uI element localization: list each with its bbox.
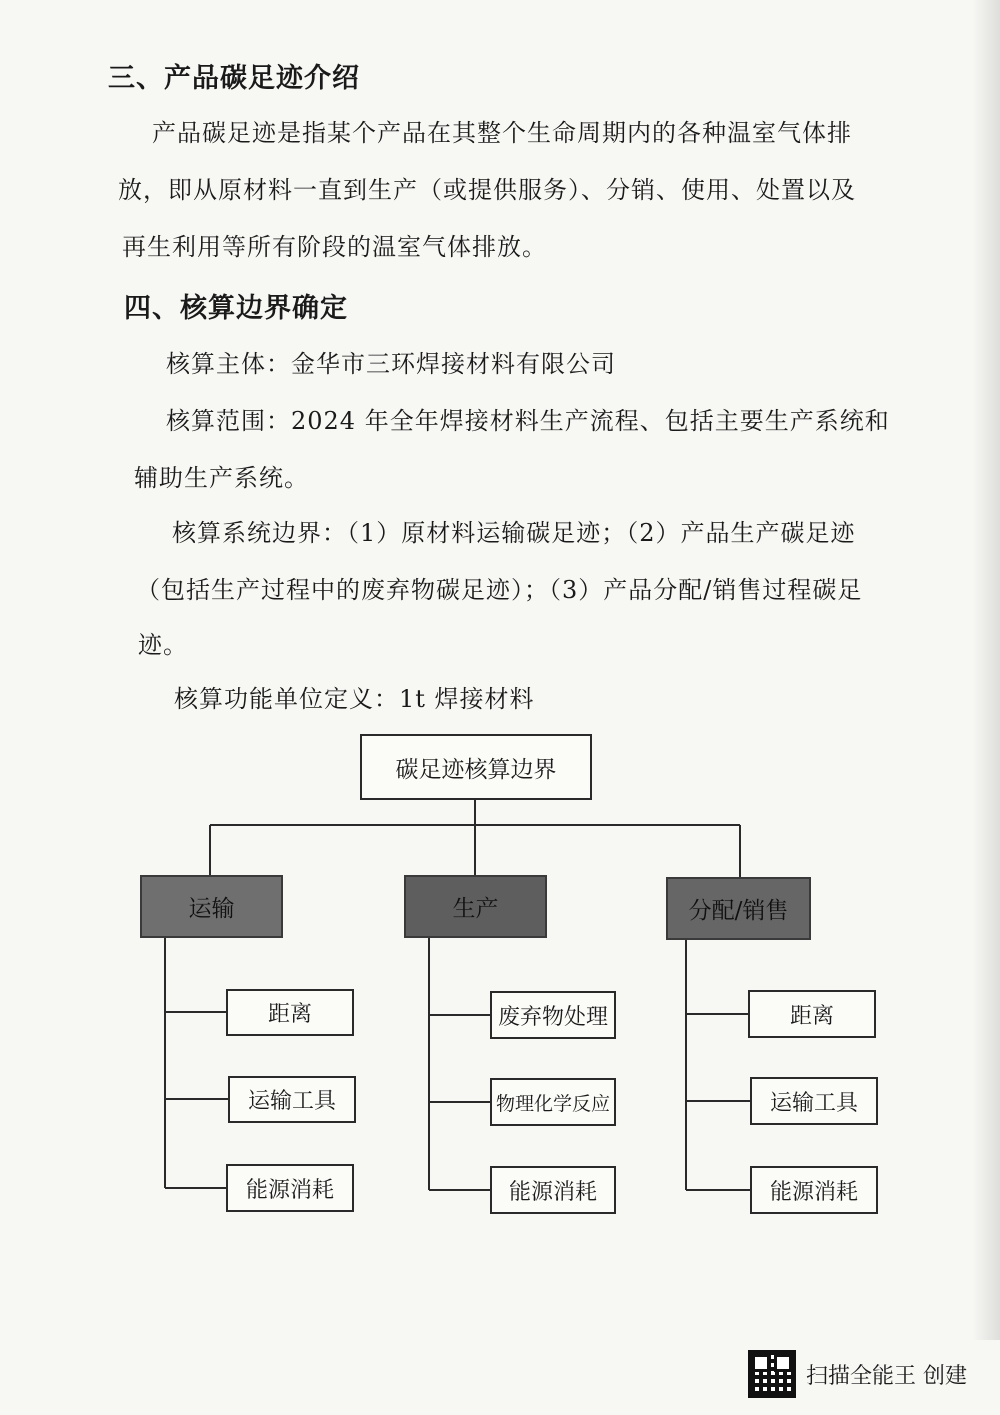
transport-vehicle-box: 运输工具 [228, 1076, 356, 1123]
distribution-vehicle-box: 运输工具 [750, 1077, 878, 1125]
scanner-watermark [748, 1345, 988, 1405]
paragraph-line: 再生利用等所有阶段的温室气体排放。 [122, 233, 547, 261]
paragraph-line: 放，即从原材料一直到生产（或提供服务）、分销、使用、处置以及 [118, 176, 856, 204]
functional-unit-definition: 核算功能单位定义：1t 焊接材料 [174, 685, 535, 713]
section-4-heading: 四、核算边界确定 [124, 293, 348, 324]
scanner-watermark-text: 扫描全能王 创建 [806, 1364, 967, 1389]
accounting-scope-line: 辅助生产系统。 [134, 464, 309, 492]
branch-distribution-box: 分配/销售 [666, 877, 811, 940]
transport-energy-box: 能源消耗 [226, 1164, 354, 1212]
paragraph-line: 产品碳足迹是指某个产品在其整个生命周期内的各种温室气体排 [152, 119, 852, 147]
section-3-heading: 三、产品碳足迹介绍 [108, 63, 360, 94]
distribution-energy-box: 能源消耗 [750, 1166, 878, 1214]
transport-distance-box: 距离 [226, 989, 354, 1036]
system-boundary-line: 核算系统边界：（1）原材料运输碳足迹；（2）产品生产碳足迹 [172, 519, 856, 547]
system-boundary-line: （包括生产过程中的废弃物碳足迹）；（3）产品分配/销售过程碳足 [136, 576, 863, 604]
production-waste-box: 废弃物处理 [490, 991, 616, 1039]
distribution-distance-box: 距离 [748, 990, 876, 1038]
diagram-root-box: 碳足迹核算边界 [360, 734, 592, 800]
production-energy-box: 能源消耗 [490, 1166, 616, 1214]
accounting-entity: 核算主体：金华市三环焊接材料有限公司 [166, 350, 616, 378]
system-boundary-line: 迹。 [138, 631, 188, 659]
scan-edge-shadow [972, 0, 1000, 1340]
branch-production-box: 生产 [404, 875, 547, 938]
qr-code-icon [748, 1350, 796, 1398]
branch-transport-box: 运输 [140, 875, 283, 938]
production-reaction-box: 物理化学反应 [490, 1078, 616, 1126]
accounting-scope-line: 核算范围：2024 年全年焊接材料生产流程、包括主要生产系统和 [166, 407, 890, 435]
